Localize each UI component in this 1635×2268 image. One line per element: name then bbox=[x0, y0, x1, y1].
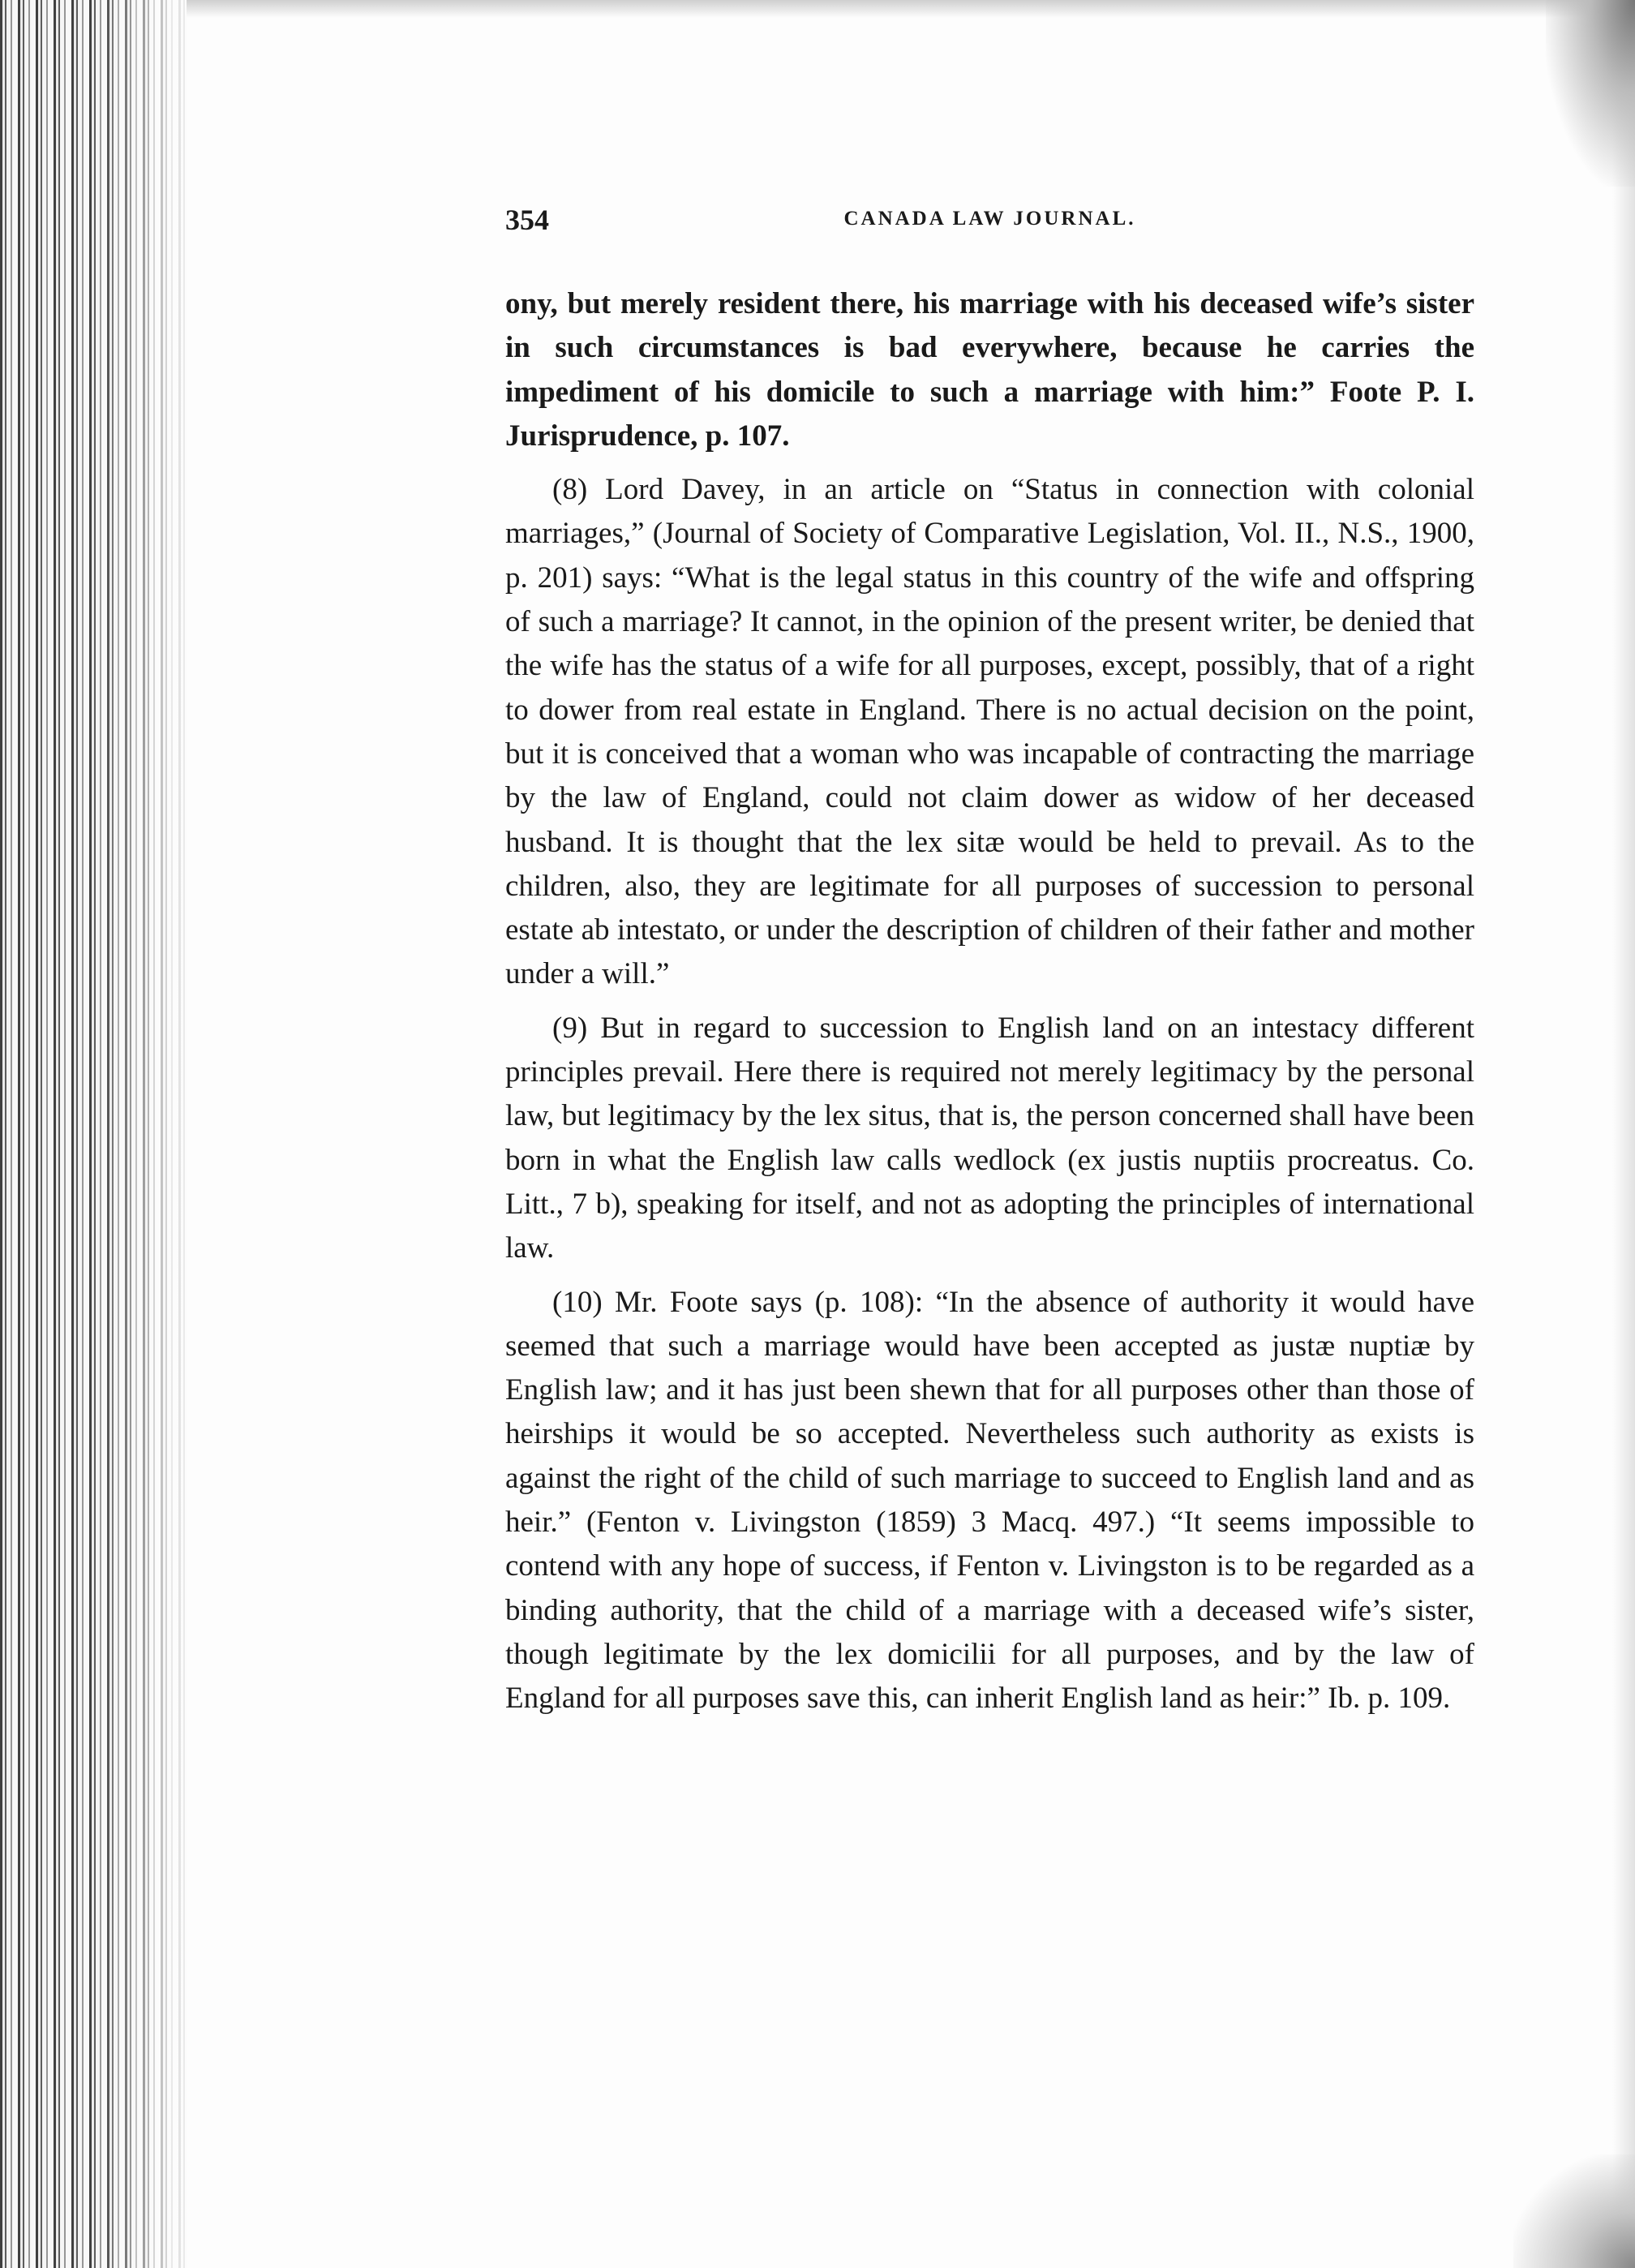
paragraph-continuation: ony, but merely resident there, his marriage with his deceased wife’s sister in such circumstances is bad everywhere, because he carries the impediment of his domicile to such a marriage with him:” Foote P. I. Jurisprudence, p. 107. bbox=[505, 287, 1474, 453]
paragraph-9: (9) But in regard to succession to English land on an intestacy different principles prevail. Here there is required not merely legitimacy by the personal law, but legitimacy by the lex situs, that is, the person concerned shall have been born in what the English law calls wedlock (ex justis nuptiis procreatus. Co. Litt., 7 b), speaking for itself, and not as adopting the principles of international law. bbox=[505, 1011, 1474, 1265]
paragraph-8: (8) Lord Davey, in an article on “Status in connection with colonial marriages,” (Journal of Society of Comparative Legislation, Vol. II., N.S., 1900, p. 201) says: “What is the legal status in this country of the wife and offspring of such a marriage? It cannot, in the opinion of the present writer, be denied that the wife has the status of a wife for all purposes, except, possibly, that of a right to dower from real estate in England. There is no actual decision on the point, but it is conceived that a woman who was incapable of contracting the marriage by the law of England, could not claim dower as widow of her deceased husband. It is thought that the lex sitæ would be held to prevail. As to the children, also, they are legitimate for all purposes of succession to personal estate ab intestato, or under the description of children of their father and mother under a will.” bbox=[505, 473, 1474, 991]
paragraph-10: (10) Mr. Foote says (p. 108): “In the absence of authority it would have seemed that such a marriage would have been accepted as justæ nuptiæ by English law; and it has just been shewn that for all purposes other than those of heirships it would be so accepted. Nevertheless such authority as exists is against the right of the child of such marriage to succeed to English land and as heir.” (Fenton v. Livingston (1859) 3 Macq. 497.) “It seems impossible to contend with any hope of success, if Fenton v. Livingston is to be regarded as a binding authority, that the child of a marriage with a deceased wife’s sister, though legitimate by the lex domicilii for all purposes, and by the law of England for all purposes save this, can inherit English land as heir:” Ib. p. 109. bbox=[505, 1285, 1474, 1716]
page-number: 354 bbox=[505, 204, 549, 236]
page-content bbox=[505, 203, 1474, 1731]
spine-shadow bbox=[97, 0, 211, 2268]
top-right-corner-smudge bbox=[1546, 0, 1635, 187]
article-body bbox=[505, 282, 1474, 1721]
running-title: CANADA LAW JOURNAL. bbox=[843, 208, 1136, 230]
page-header bbox=[505, 203, 1474, 253]
top-page-edge bbox=[187, 0, 1635, 18]
bottom-right-corner-smudge bbox=[1513, 2154, 1635, 2268]
right-page-edge bbox=[1612, 0, 1635, 2268]
